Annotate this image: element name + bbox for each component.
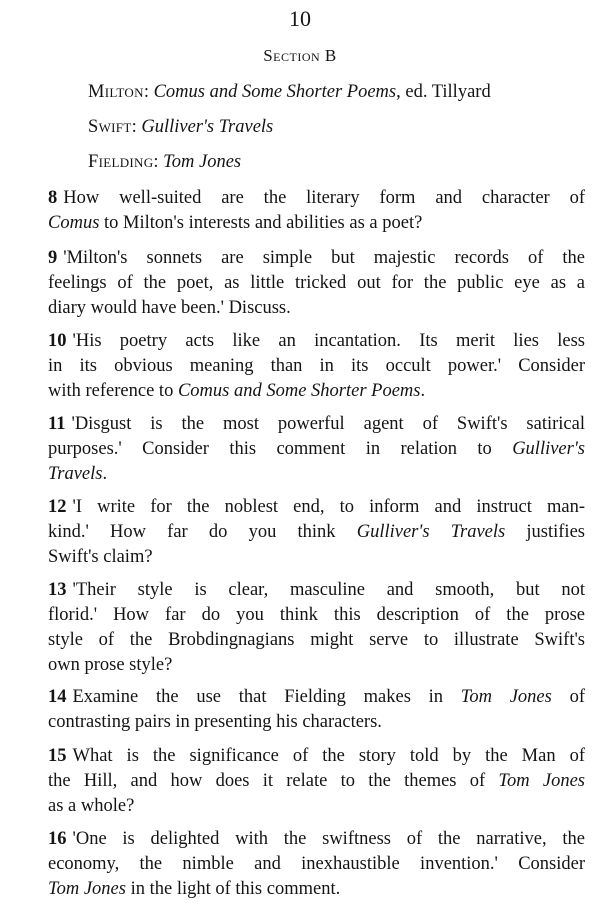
section-heading: Section B: [263, 46, 337, 65]
question-line: [48, 520, 585, 545]
question-line: [48, 628, 585, 653]
question-number: 14: [48, 687, 67, 707]
set-text-milton: [88, 80, 491, 104]
work-title: Gulliver's: [512, 439, 585, 459]
question-number: 16: [48, 829, 67, 849]
question-number: 12: [48, 497, 67, 517]
question-10: [48, 329, 585, 404]
question-8: [48, 186, 585, 236]
set-text-swift: [88, 115, 273, 139]
question-line: [48, 744, 585, 769]
question-line: [48, 495, 585, 520]
question-line: [48, 296, 585, 321]
question-number: 10: [48, 331, 67, 351]
question-line: [48, 271, 585, 296]
work-title: Comus and Some Shorter Poems: [177, 381, 421, 401]
question-line: [48, 827, 585, 852]
question-12: [48, 495, 585, 570]
question-line: [48, 794, 585, 819]
question-line: [48, 462, 585, 487]
question-number: 13: [48, 580, 67, 600]
question-text: in the light of this comment.: [125, 879, 341, 899]
question-text: of: [551, 687, 586, 707]
question-line: [48, 186, 585, 211]
question-text: 'Their style is clear, masculine and smooth, but not: [72, 580, 585, 600]
question-text: own prose style?: [48, 655, 173, 675]
question-line: [48, 685, 585, 710]
work-title: Comus: [48, 213, 100, 233]
question-line: [48, 211, 585, 236]
question-text: the Hill, and how does it relate to the themes of: [48, 771, 499, 791]
question-text: diary would have been.' Discuss.: [48, 298, 291, 318]
question-text: .: [420, 381, 426, 401]
work-title: Gulliver's Travels: [356, 522, 506, 542]
set-text-work: Tom Jones: [163, 152, 242, 172]
question-line: [48, 603, 585, 628]
question-line: [48, 653, 585, 678]
question-number: 11: [48, 414, 66, 434]
question-text: Swift's claim?: [48, 547, 153, 567]
question-text: style of the Brobdingnagians might serve to illustrate Swift's: [48, 630, 585, 650]
question-line: [48, 412, 585, 437]
question-text: to Milton's interests and abilities as a poet?: [99, 213, 423, 233]
question-text: contrasting pairs in presenting his characters.: [48, 712, 382, 732]
set-text-author: Milton: [88, 82, 144, 102]
set-text-separator: :: [131, 117, 142, 137]
question-text: How well-suited are the literary form and character of: [63, 188, 585, 208]
question-15: [48, 744, 585, 819]
question-text: What is the significance of the story told by the Man of: [72, 746, 585, 766]
question-16: [48, 827, 585, 902]
question-line: [48, 710, 585, 735]
question-text: florid.' How far do you think this description of the prose: [48, 605, 585, 625]
question-text: 'Milton's sonnets are simple but majestic records of the: [63, 248, 585, 268]
question-text: in its obvious meaning than in its occult power.' Consider: [48, 356, 585, 376]
question-text: economy, the nimble and inexhaustible invention.' Consider: [48, 854, 585, 874]
question-text: justifies: [505, 522, 585, 542]
question-line: [48, 354, 585, 379]
question-line: [48, 437, 585, 462]
question-line: [48, 578, 585, 603]
work-title: Tom Jones: [460, 687, 552, 707]
work-title: Tom Jones: [498, 771, 585, 791]
question-text: .: [102, 464, 108, 484]
question-line: [48, 769, 585, 794]
question-number: 8: [48, 188, 58, 208]
question-text: 'His poetry acts like an incantation. Its merit lies less: [72, 331, 585, 351]
question-text: purposes.' Consider this comment in relation to: [48, 439, 513, 459]
question-line: [48, 379, 585, 404]
question-13: [48, 578, 585, 678]
page-number: 10: [289, 6, 311, 31]
question-text: 'I write for the noblest end, to inform and instruct man-: [72, 497, 585, 517]
work-title: Travels: [48, 464, 103, 484]
question-text: 'Disgust is the most powerful agent of Swift's satirical: [71, 414, 585, 434]
set-text-work: Comus and Some Shorter Poems: [153, 82, 397, 102]
question-number: 15: [48, 746, 67, 766]
set-text-editor: , ed. Tillyard: [396, 82, 491, 102]
question-text: feelings of the poet, as little tricked out for the public eye as a: [48, 273, 585, 293]
question-text: Examine the use that Fielding makes in: [72, 687, 461, 707]
set-text-separator: :: [143, 82, 154, 102]
question-text: with reference to: [48, 381, 178, 401]
question-14: [48, 685, 585, 735]
set-text-work: Gulliver's Travels: [141, 117, 274, 137]
question-line: [48, 877, 585, 902]
question-text: kind.' How far do you think: [48, 522, 357, 542]
question-text: as a whole?: [48, 796, 135, 816]
set-text-author: Swift: [88, 117, 132, 137]
set-text-separator: :: [153, 152, 164, 172]
set-text-author: Fielding: [88, 152, 154, 172]
question-9: [48, 246, 585, 321]
question-line: [48, 246, 585, 271]
question-11: [48, 412, 585, 487]
work-title: Tom Jones: [48, 879, 126, 899]
set-text-fielding: [88, 150, 241, 174]
question-text: 'One is delighted with the swiftness of the narrative, the: [72, 829, 585, 849]
question-line: [48, 545, 585, 570]
question-number: 9: [48, 248, 58, 268]
question-line: [48, 329, 585, 354]
question-line: [48, 852, 585, 877]
